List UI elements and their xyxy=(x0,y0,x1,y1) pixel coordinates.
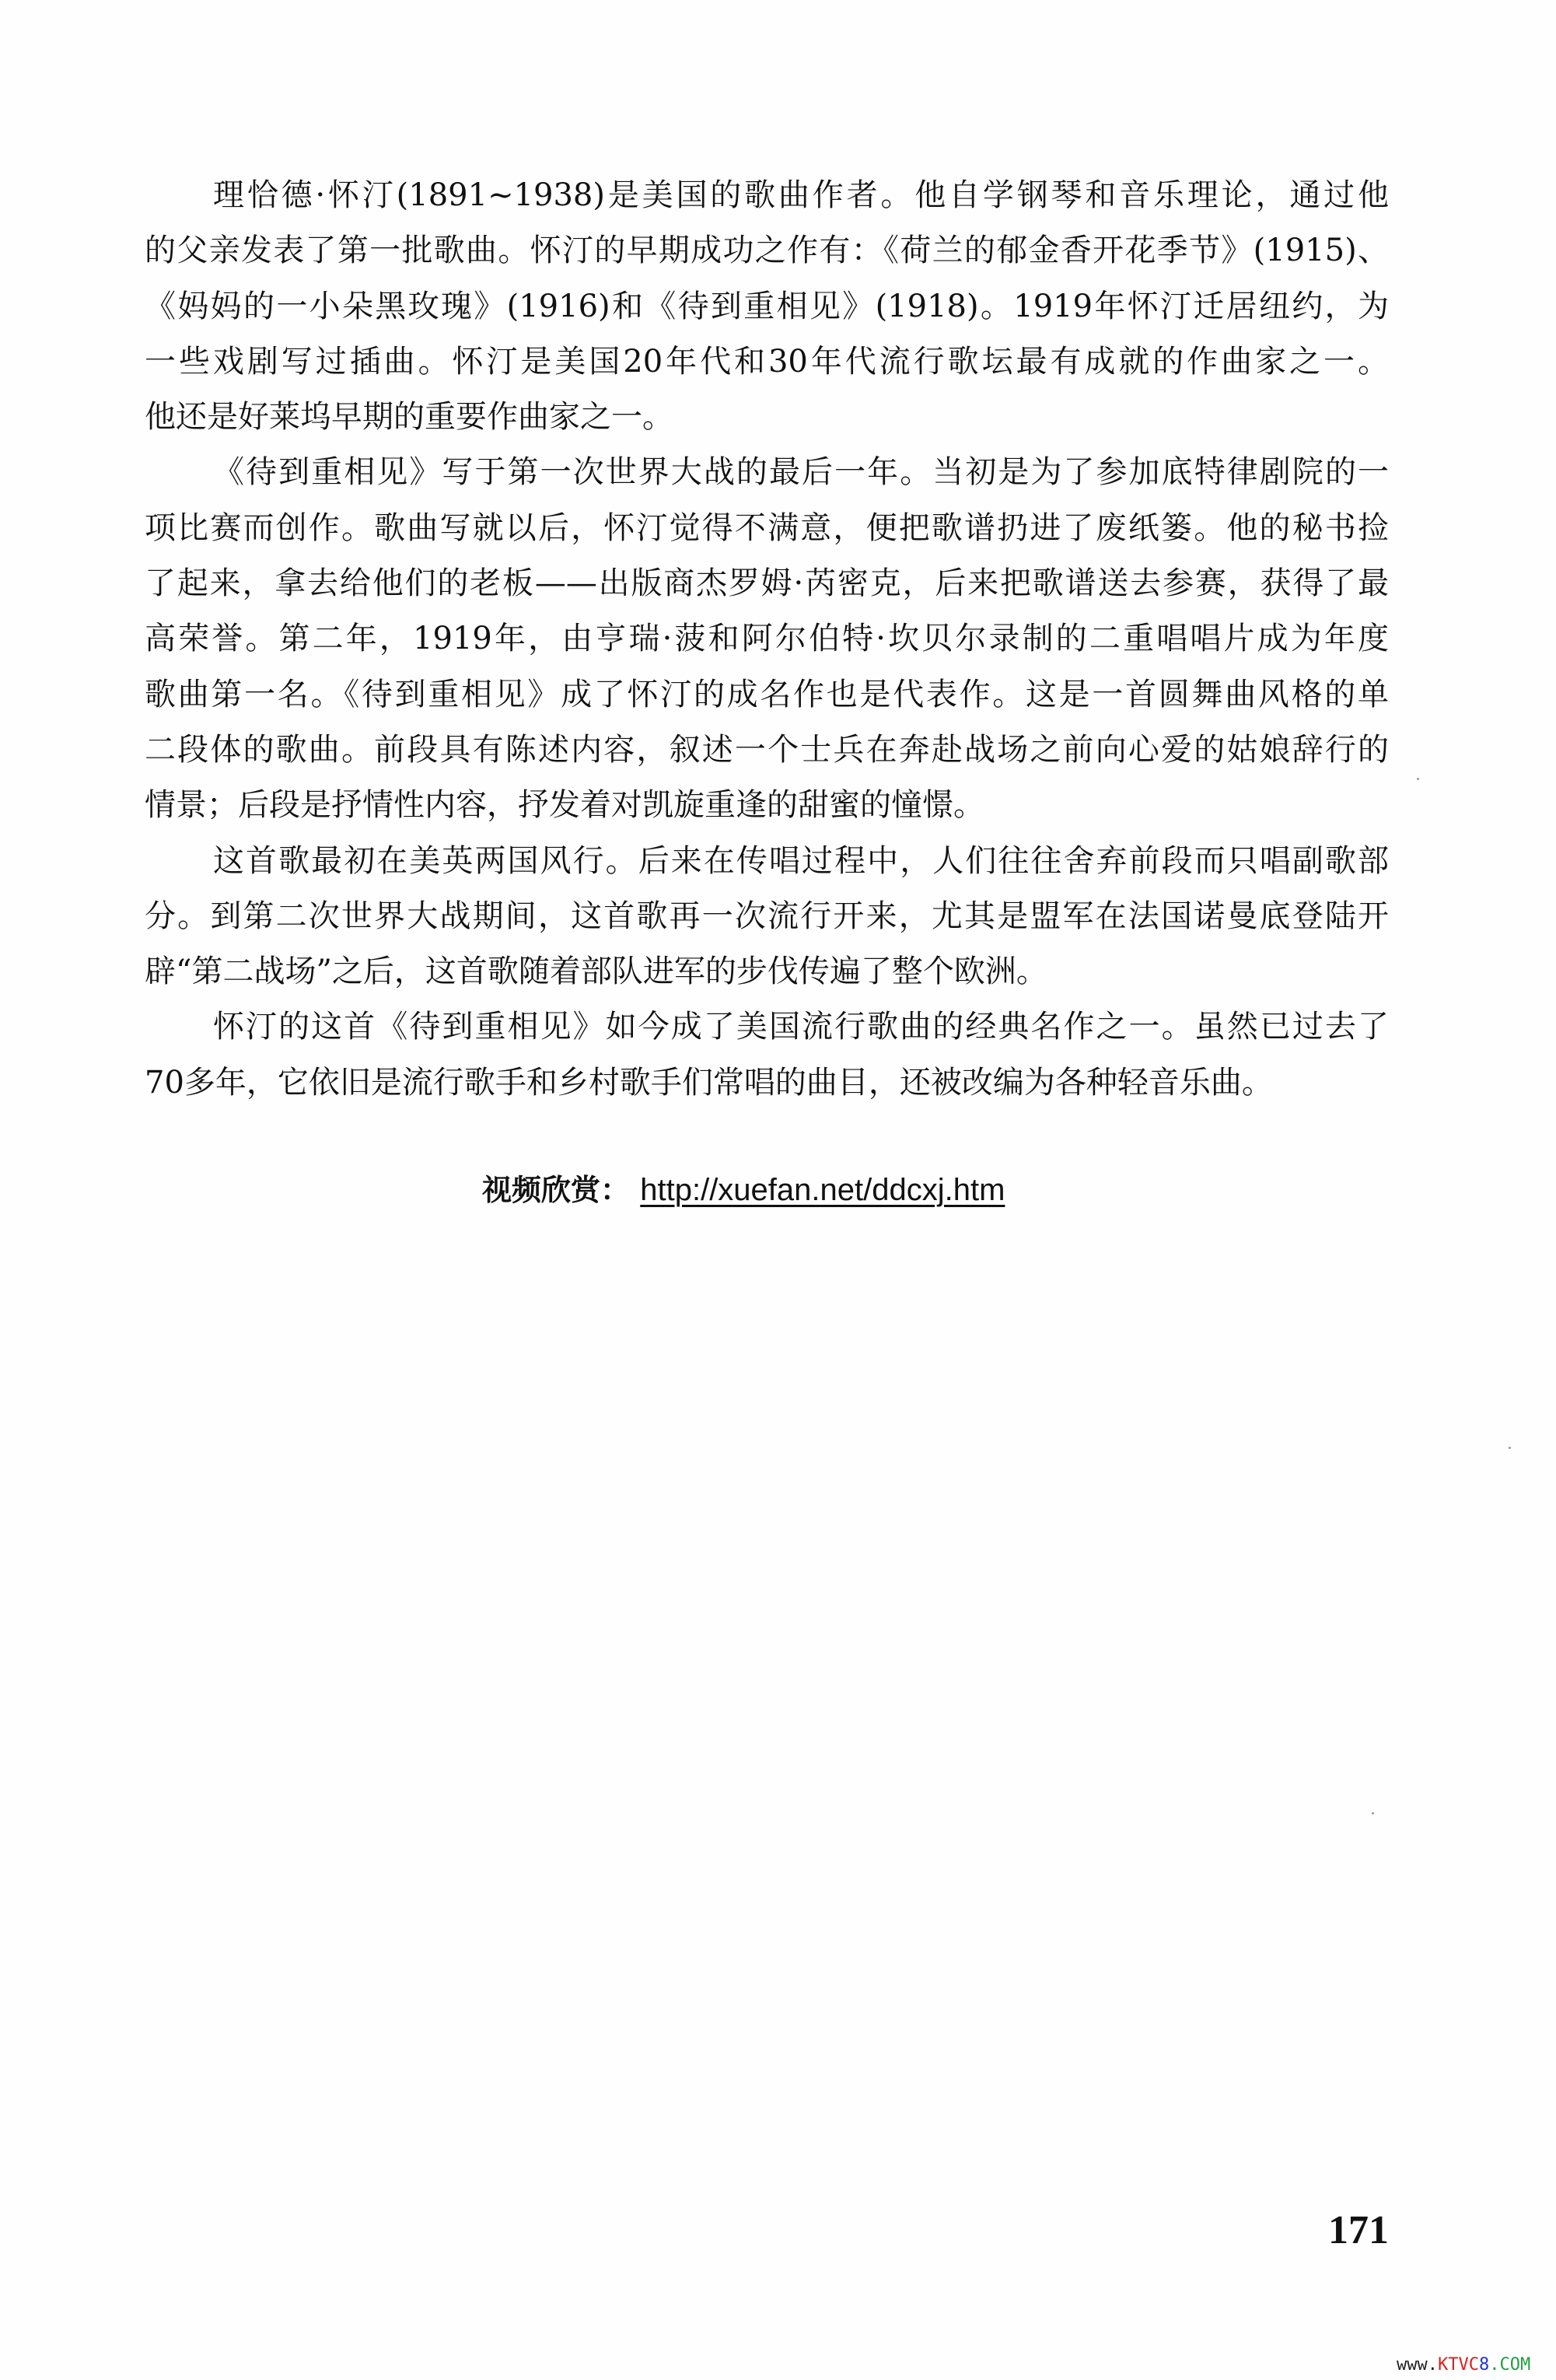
text-line: 项比赛而创作。歌曲写就以后，怀汀觉得不满意，便把歌谱扔进了废纸篓。他的秘书捡 xyxy=(145,509,1389,546)
watermark-prefix: www. xyxy=(1397,2355,1438,2375)
text-line: 的父亲发表了第一批歌曲。怀汀的早期成功之作有：《荷兰的郁金香开花季节》(1915)、 xyxy=(145,233,1389,269)
video-link-row xyxy=(482,1167,1005,1213)
text-line: 《待到重相见》写于第一次世界大战的最后一年。当初是为了参加底特律剧院的一 xyxy=(213,454,1389,491)
text-line: 一些戏剧写过插曲。怀汀是美国20年代和30年代流行歌坛最有成就的作曲家之一。 xyxy=(145,343,1389,380)
text-line: 怀汀的这首《待到重相见》如今成了美国流行歌曲的经典名作之一。虽然已过去了 xyxy=(213,1009,1389,1045)
text-line: 情景；后段是抒情性内容，抒发着对凯旋重逢的甜蜜的憧憬。 xyxy=(145,787,984,824)
text-line: 他还是好莱坞早期的重要作曲家之一。 xyxy=(145,399,673,436)
text-line: 二段体的歌曲。前段具有陈述内容，叙述一个士兵在奔赴战场之前向心爱的姑娘辞行的 xyxy=(145,731,1389,768)
text-line: 辟“第二战场”之后，这首歌随着部队进军的步伐传遍了整个欧洲。 xyxy=(145,954,1047,990)
page-number: 171 xyxy=(1328,2208,1389,2252)
scan-speck xyxy=(1509,1447,1511,1449)
text-line: 《妈妈的一小朵黑玫瑰》(1916)和《待到重相见》(1918)。1919年怀汀迁居纽约，为 xyxy=(145,288,1389,324)
video-label: 视频欣赏： xyxy=(482,1173,631,1207)
article-body xyxy=(145,168,1389,1111)
text-line: 这首歌最初在美英两国风行。后来在传唱过程中，人们往往舍弃前段而只唱副歌部 xyxy=(213,842,1389,879)
watermark-brand-blue: 8 xyxy=(1478,2355,1490,2375)
text-line: 歌曲第一名。《待到重相见》成了怀汀的成名作也是代表作。这是一首圆舞曲风格的单 xyxy=(145,676,1389,712)
text-line: 了起来，拿去给他们的老板——出版商杰罗姆·芮密克，后来把歌谱送去参赛，获得了最 xyxy=(145,565,1389,602)
scan-speck xyxy=(1372,1812,1374,1815)
text-line: 分。到第二次世界大战期间，这首歌再一次流行开来，尤其是盟军在法国诺曼底登陆开 xyxy=(145,898,1389,934)
text-line: 70多年，它依旧是流行歌手和乡村歌手们常唱的曲目，还被改编为各种轻音乐曲。 xyxy=(145,1064,1273,1101)
text-line: 高荣誉。第二年，1919年，由亨瑞·菠和阿尔伯特·坎贝尔录制的二重唱唱片成为年度 xyxy=(145,621,1389,657)
watermark-logo xyxy=(1397,2355,1530,2375)
scan-speck xyxy=(1417,778,1419,780)
video-url-link[interactable]: http://xuefan.net/ddcxj.htm xyxy=(640,1173,1005,1207)
text-line: 理恰德·怀汀(1891~1938)是美国的歌曲作者。他自学钢琴和音乐理论，通过他 xyxy=(213,177,1389,213)
watermark-brand-red: KTVC xyxy=(1437,2355,1479,2375)
watermark-suffix: .COM xyxy=(1489,2355,1531,2375)
